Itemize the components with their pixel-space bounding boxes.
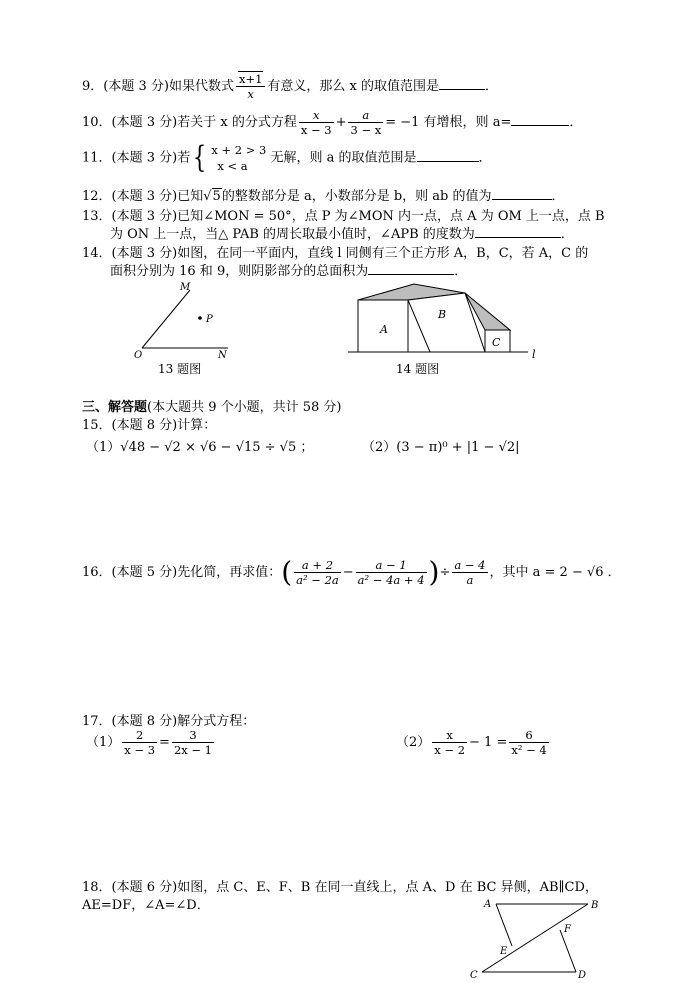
q10-end: ． — [569, 115, 583, 130]
label-F: F — [564, 924, 571, 935]
label-l: l — [532, 348, 536, 361]
question-12: 12．(本题 3 分)已知√5的整数部分是 a，小数部分是 b，则 ab 的值为 ． — [82, 189, 565, 204]
q17-p1-right — [172, 728, 214, 757]
q17-p1-l-num: 2 — [122, 728, 157, 743]
q14-end: ． — [454, 264, 468, 279]
q17-p2-r-den: x² − 4 — [511, 743, 547, 757]
q12-text1: 12．(本题 3 分)已知 — [82, 189, 204, 204]
q16-f1-num: a + 2 — [294, 558, 341, 573]
point-P — [198, 316, 202, 320]
label-C: C — [492, 336, 501, 349]
question-17-part2 — [396, 728, 551, 757]
q17-p2-l-den: x − 2 — [434, 743, 466, 757]
q10-prefix: 10．(本题 3 分)若关于 x 的分式方程 — [82, 115, 297, 130]
label-A: A — [484, 899, 492, 910]
q13-line2-text: 为 ON 上一点，当△ PAB 的周长取最小值时，∠APB 的度数为 — [110, 227, 475, 242]
q10-f2-num: a — [348, 108, 383, 123]
label-E: E — [500, 946, 508, 957]
q17-p1-label: （1） — [86, 735, 121, 750]
q9-answer-blank[interactable] — [439, 77, 485, 90]
q9-end: ． — [485, 79, 499, 94]
q16-fraction-3 — [452, 558, 487, 587]
q12-sqrt: 5 — [212, 189, 221, 204]
q14-line2-text: 面积分别为 16 和 9，则阴影部分的总面积为 — [110, 264, 369, 279]
section-3-title: 三、解答题 — [82, 400, 148, 415]
q15-p2-label: （2） — [362, 440, 397, 455]
q15-p1-label: （1） — [86, 440, 121, 455]
question-13-line2 — [110, 223, 574, 242]
ray-OM — [142, 290, 190, 348]
q16-f2-den: a² − 4a + 4 — [357, 573, 425, 587]
label-C: C — [470, 970, 478, 981]
q12-end: ． — [551, 189, 565, 204]
section-3-heading — [82, 396, 342, 415]
q13-end: ． — [560, 227, 574, 242]
figure-14-caption: 14 题图 — [396, 362, 440, 376]
q16-minus: − — [342, 565, 354, 580]
question-14-line1: 14．(本题 3 分)如图，在同一平面内，直线 l 同侧有三个正方形 A，B，C，若 A，C 的 — [82, 246, 589, 261]
question-15-part2 — [362, 436, 520, 455]
q9-fraction — [236, 72, 265, 101]
q10-fraction-1 — [299, 108, 334, 137]
question-15-part1 — [86, 436, 313, 455]
figure-18 — [460, 890, 600, 982]
q13-answer-blank[interactable] — [475, 225, 561, 238]
q16-prefix: 16．(本题 5 分)先化简，再求值： — [82, 565, 282, 580]
q9-prefix: 9．(本题 3 分)如果代数式 — [82, 79, 234, 94]
q17-p2-l-num: x — [432, 728, 467, 743]
q14-answer-blank[interactable] — [368, 262, 454, 275]
q10-plus: + — [335, 115, 347, 130]
label-B: B — [591, 900, 599, 911]
q12-answer-blank[interactable] — [492, 187, 552, 200]
q16-paren-close: ) — [428, 555, 440, 589]
label-N: N — [218, 350, 227, 361]
q11-line1: x + 2 > 3 — [211, 143, 267, 157]
q10-f1-num: x — [299, 108, 334, 123]
question-18-line1: 18．(本题 6 分)如图，点 C、E、F、B 在同一直线上，点 A、D 在 BC 异侧，AB∥CD， — [82, 880, 598, 895]
question-17-head: 17．(本题 8 分)解分式方程： — [82, 714, 256, 729]
q17-p1-l-den: x − 3 — [124, 743, 156, 757]
q12-text2: 的整数部分是 a，小数部分是 b，则 ab 的值为 — [221, 189, 492, 204]
q17-p2-left — [432, 728, 467, 757]
question-10 — [82, 108, 582, 137]
question-15-head: 15．(本题 8 分)计算： — [82, 418, 217, 433]
q16-fraction-2 — [356, 558, 427, 587]
q10-eq: = −1 有增根，则 a= — [385, 115, 512, 130]
section-3-note: (本大题共 9 个小题，共计 58 分) — [147, 400, 342, 415]
q16-f3-num: a − 4 — [454, 558, 486, 572]
q11-brace: { — [193, 140, 207, 175]
q17-p2-label: （2） — [396, 735, 431, 750]
question-17-part1 — [86, 728, 216, 757]
q16-div: ÷ — [439, 565, 451, 580]
segment-AE — [496, 904, 512, 946]
q16-fraction-1 — [294, 558, 341, 587]
q17-p1-r-den: 2x − 1 — [173, 743, 213, 757]
question-18-line2: AE=DF，∠A=∠D． — [82, 898, 210, 913]
label-D: D — [578, 970, 587, 981]
label-P: P — [206, 314, 213, 325]
q10-fraction-2 — [348, 108, 383, 137]
q15-p1-expr: √48 − √2 × √6 − √15 ÷ √5 ； — [120, 440, 314, 455]
q9-suffix: 有意义，那么 x 的取值范围是 — [267, 79, 440, 94]
q17-p2-mid: − 1 = — [469, 735, 508, 750]
question-9 — [82, 72, 498, 101]
q9-frac-den: x — [247, 87, 254, 101]
label-O: O — [134, 350, 143, 361]
q11-line2: x < a — [217, 159, 248, 173]
q17-p1-r-num: 3 — [172, 728, 214, 743]
q11-system — [211, 142, 266, 174]
q16-f1-den: a² − 2a — [296, 573, 339, 587]
q17-p1-eq: = — [159, 735, 170, 750]
question-13-line1: 13．(本题 3 分)已知∠MON = 50°，点 P 为∠MON 内一点，点 A 为 OM 上一点，点 B — [82, 209, 605, 224]
q17-p2-right — [509, 728, 548, 757]
label-A: A — [380, 323, 388, 336]
label-B: B — [438, 308, 447, 321]
q11-suffix: 无解，则 a 的取值范围是 — [270, 150, 417, 166]
q16-paren-open: ( — [281, 555, 293, 589]
question-14-line2 — [110, 260, 467, 279]
q11-prefix: 11．(本题 3 分)若 — [82, 150, 191, 166]
label-M: M — [180, 282, 191, 293]
q10-f1-den: x − 3 — [300, 123, 332, 137]
q11-answer-blank[interactable] — [417, 149, 479, 162]
question-11 — [82, 142, 492, 174]
q16-f2-num: a − 1 — [356, 558, 427, 573]
q15-p2-expr: (3 − π)⁰ + |1 − √2| — [396, 440, 520, 455]
q16-f3-den: a — [466, 573, 474, 587]
q17-p2-r-num: 6 — [509, 728, 548, 743]
q9-frac-num: x+1 — [238, 72, 263, 86]
figure-13 — [128, 278, 248, 378]
q11-end: ． — [478, 150, 492, 166]
q10-f2-den: 3 − x — [350, 123, 382, 137]
figure-13-caption: 13 题图 — [158, 362, 202, 376]
q10-answer-blank[interactable] — [511, 113, 569, 126]
question-16 — [82, 555, 621, 589]
q16-suffix: ，其中 a = 2 − √6 ． — [489, 565, 621, 580]
q17-p1-left — [122, 728, 157, 757]
segment-FD — [560, 930, 576, 972]
figure-14 — [340, 278, 550, 378]
